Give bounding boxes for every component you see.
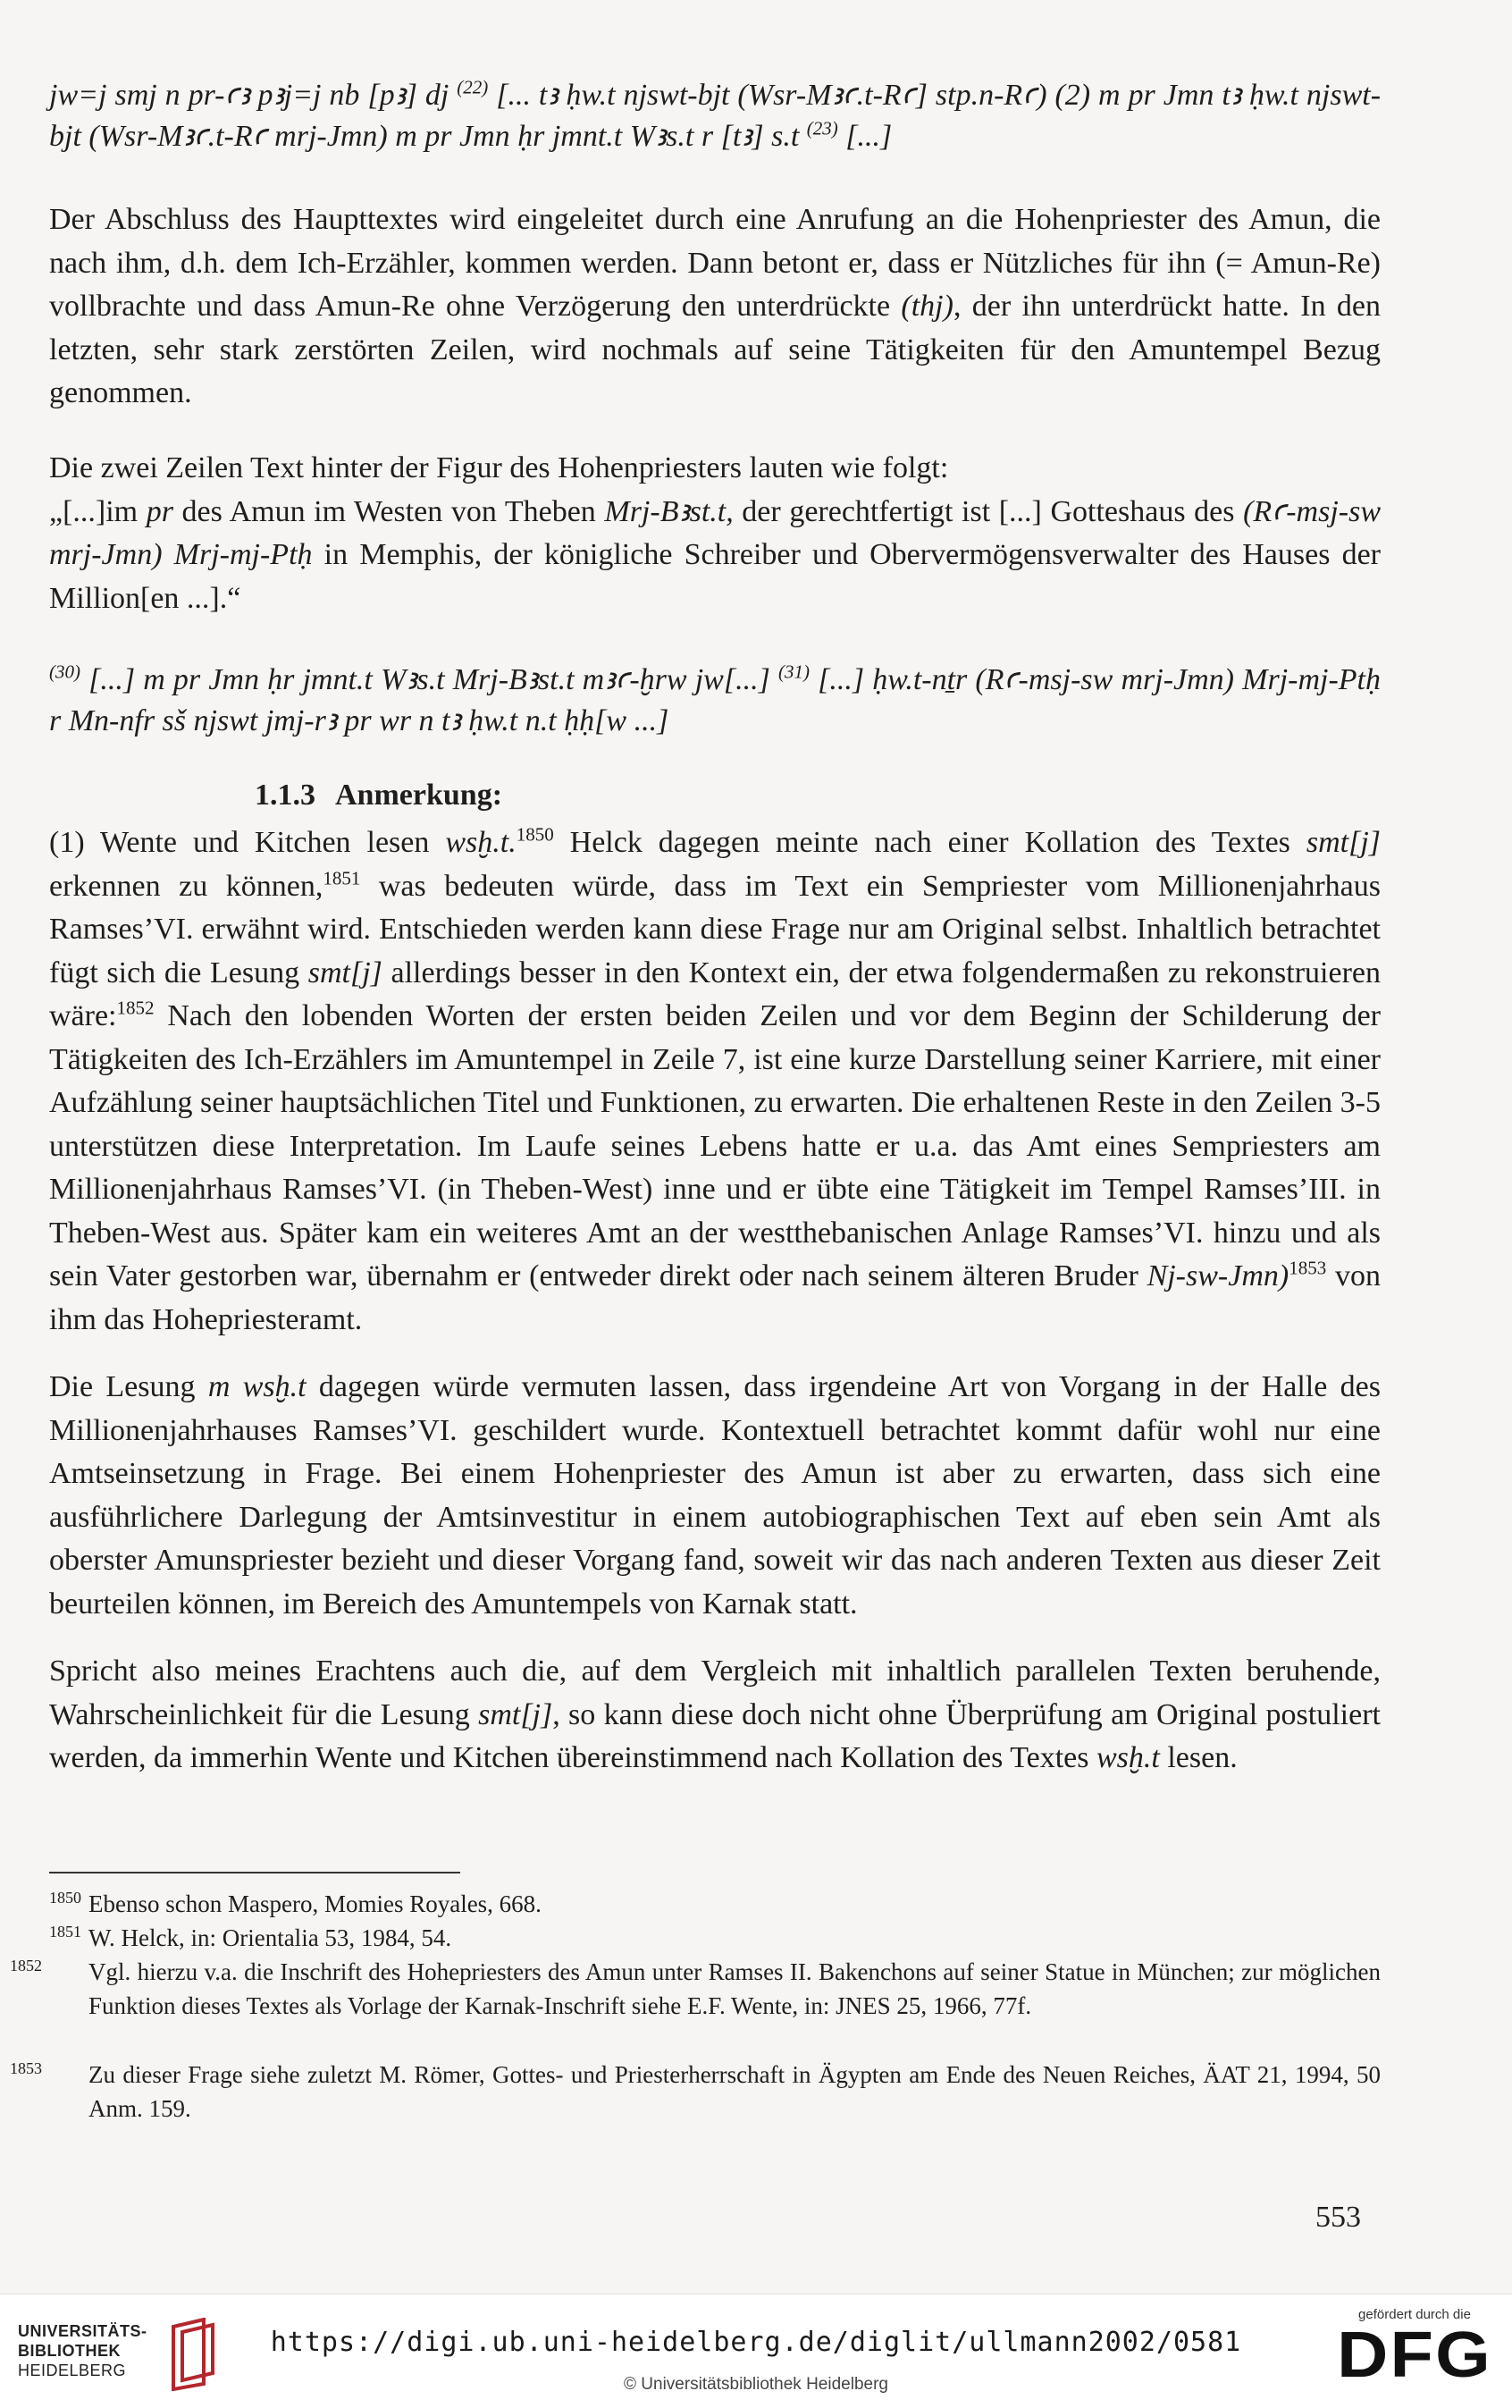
section-title: Anmerkung: — [335, 779, 503, 812]
paragraph-1-text — [49, 198, 1381, 416]
footnote-text: Vgl. hierzu v.a. die Inschrift des Hohepriesters des Amun unter Ramses II. Bakenchons auf seiner Statue in München; zur möglichen Funktion dieses Textes als Vorlage der Karnak-Inschrift siehe E.F. Wente, in: JNES 25, 1966, 77f. — [88, 1958, 1381, 2019]
page-number: 553 — [1315, 2201, 1361, 2234]
line-marker-22: (22) — [457, 76, 489, 98]
paragraph-1-italic: (thj) — [901, 290, 953, 323]
footnote-ref-1851[interactable]: 1851 — [323, 867, 361, 889]
transliteration-2-text — [49, 660, 1381, 742]
dfg-logo-text: DFG — [1337, 2320, 1492, 2391]
paragraph-4-italic: m wsḫ.t — [207, 1370, 307, 1403]
paragraph-4-text — [49, 1366, 1381, 1626]
dfg-caption: gefördert durch die — [1358, 2307, 1471, 2322]
quote-part-3: der gerechtfertigt ist [...] Gotteshaus des — [733, 494, 1244, 528]
quote-italic-cartouche: (Rꜥ-msj-sw mrj-Jmn) Mrj-mj-Ptḥ — [49, 494, 1381, 571]
translit-line-1b: [... tꜣ ḥw.t njswt-bjt (Wsr-Mꜣꜥ.t-Rꜥ] stp.n-Rꜥ) (2) m pr Jmn — [496, 79, 1214, 112]
paragraph-2 — [49, 447, 1381, 620]
transliteration-block-top — [49, 75, 1381, 157]
translit-line-2: tꜣ ḥw.t njswt-bjt (Wsr-Mꜣꜥ.t-Rꜥ mrj-Jmn) m pr Jmn ḥr jmnt.t Wꜣs.t r [tꜣ] s.t — [49, 79, 1382, 153]
translit-line-2b: [...] — [845, 120, 893, 153]
footnote-1852: 1852 Vgl. hierzu v.a. die Inschrift des Hohepriesters des Amun unter Ramses II. Bakenchons auf seiner Statue in München; zur möglichen Funktion dieses Textes als Vorlage der Karnak-Inschrift siehe E.F. Wente, in: JNES 25, 1966, 77f. — [10, 1957, 1381, 2019]
quote-part-2: des Amun im Westen von Theben — [172, 494, 605, 528]
permalink-url[interactable]: https://digi.ub.uni-heidelberg.de/diglit/ullmann2002/0581 — [270, 2327, 1242, 2358]
line-marker-23: (23) — [806, 117, 838, 139]
footnote-text: Zu dieser Frage siehe zuletzt M. Römer, Gottes- und Priesterherrschaft in Ägypten am Ende des Neuen Reiches, ÄAT 21, 1994, 50 Anm. 159. — [88, 2061, 1381, 2122]
footnote-ref-1852[interactable]: 1852 — [116, 997, 155, 1019]
transliteration-lines — [49, 75, 1381, 157]
note-italic-1: wsḫ.t. — [445, 826, 517, 859]
footnote-ref-1853[interactable]: 1853 — [1289, 1257, 1327, 1279]
paragraph-1-body: Der Abschluss des Haupttextes wird eingeleitet durch eine Anrufung an die Hohenpriester des Amun, die nach ihm, d.h. dem Ich-Erzähler, kommen werden. Dann betont er, dass er Nützliches für ihn (= Amun-Re) vollbrachte und dass Amun-Re ohne Verzögerung den unterdrückte — [49, 203, 1381, 323]
paragraph-2-intro: Die zwei Zeilen Text hinter der Figur des Hohenpriesters lauten wie folgt: — [49, 451, 949, 484]
footnote-1851: 1851 W. Helck, in: Orientalia 53, 1984, 54. — [49, 1923, 452, 1951]
paragraph-5-italic-1: smt[j] — [478, 1697, 553, 1731]
note-italic-2: smt[j] — [1306, 826, 1382, 859]
footnote-divider — [49, 1872, 460, 1873]
translit-2-part-a: [...] m pr Jmn ḥr jmnt.t Wꜣs.t Mrj-Bꜣst.t mꜣꜥ-ḫrw jw[...] — [80, 663, 778, 696]
line-marker-31: (31) — [777, 661, 810, 683]
note-text — [49, 821, 1381, 1342]
quote-part-1: „[...]im — [49, 494, 147, 528]
paragraph-5-s2: , so kann diese doch nicht ohne Überprüfung am Original postuliert werden, da immerhin Wente und Kitchen übereinstimmend nach Kollation des Textes — [49, 1697, 1381, 1774]
footnote-1853: 1853 Zu dieser Frage siehe zuletzt M. Römer, Gottes- und Priesterherrschaft in Ägypten am Ende des Neuen Reiches, ÄAT 21, 1994, 50 Anm. 159. — [10, 2059, 1381, 2122]
paragraph-5-italic-2: wsḫ.t — [1096, 1741, 1160, 1774]
library-line-1: UNIVERSITÄTS- — [18, 2322, 147, 2340]
translit-2-part-b: [...] ḥw.t-nṯr (Rꜥ-msj-sw mrj-Jmn) Mrj-mj-Ptḥ r Mn-nfr sš njswt jmj-rꜣ pr wr n tꜣ ḥw.t n.t ḥḥ[w ...] — [49, 663, 1381, 737]
library-line-3: HEIDELBERG — [18, 2362, 127, 2379]
note-s1: (1) Wente und Kitchen lesen — [49, 826, 446, 859]
section-heading — [255, 774, 880, 817]
transliteration-block-2 — [49, 660, 1381, 742]
quote-italic-pr: pr — [146, 494, 173, 528]
section-number: 1.1.3 — [255, 779, 315, 812]
note-s6: Nach den lobenden Worten der ersten beiden Zeilen und vor dem Beginn der Schilderung der Tätigkeiten des Ich-Erzählers im Amuntempel in Zeile 7, ist eine kurze Darstellung seiner Karriere, mit einer Aufzählung seiner hauptsächlichen Titel und Funktionen, zu erwarten. Die erhaltenen Reste in den Zeilen 3-5 unterstützen diese Interpretation. Im Laufe seines Lebens hatte er u.a. das Amt eines Sempriesters am Millionenjahrhaus Ramses’VI. (in Theben-West) inne und er übte eine Tätigkeit im Tempel Ramses’III. in Theben-West aus. Später kam ein weiteres Amt an der westthebanischen Anlage Ramses’VI. hinzu und als sein Vater gestorben war, übernahm er (entweder direkt oder nach seinem älteren Bruder — [49, 999, 1381, 1292]
digitization-footer — [0, 2294, 1512, 2408]
paragraph-2-text — [49, 447, 1381, 620]
note-s3: erkennen zu können, — [49, 869, 323, 903]
paragraph-4-s1: Die Lesung — [49, 1370, 208, 1403]
note-italic-3: smt[j] — [307, 956, 382, 989]
footnote-text: W. Helck, in: Orientalia 53, 1984, 54. — [88, 1924, 452, 1951]
quote-italic-mrj: Mrj-Bꜣst.t, — [604, 494, 734, 528]
footnote-1850: 1850 Ebenso schon Maspero, Momies Royales, 668. — [49, 1889, 542, 1917]
paragraph-5-s3: lesen. — [1159, 1741, 1238, 1774]
paragraph-4-s2: dagegen würde vermuten lassen, dass irgendeine Art von Vorgang in der Halle des Millionenjahrhauses Ramses’VI. geschildert wurde. Kontextuell betrachtet kommt dafür wohl nur eine Amtseinsetzung in Frage. Bei einem Hohenpriester des Amun ist aber zu erwarten, dass sich eine ausführlichere Darlegung der Amtsinvestitur in einem autobiographischen Text auf eben sein Amt als oberster Amunspriester bezieht und dieser Vorgang fand, soweit wir das nach anderen Texten aus dieser Zeit beurteilen können, im Bereich des Amuntempels von Karnak statt. — [49, 1370, 1381, 1621]
note-paragraph — [49, 821, 1381, 1342]
translit-line-1: jw=j smj n pr-ꜥꜣ pꜣj=j nb [pꜣ] dj — [49, 79, 449, 112]
note-italic-4: Nj-sw-Jmn) — [1147, 1259, 1289, 1292]
paragraph-5-s1: Spricht also meines Erachtens auch die, auf dem Vergleich mit inhaltlich parallelen Texten beruhende, Wahrscheinlichkeit für die Lesung — [49, 1654, 1381, 1731]
footnote-text: Ebenso schon Maspero, Momies Royales, 668. — [88, 1890, 542, 1917]
paragraph-1-end: , der ihn unterdrückt hatte. In den letzten, sehr stark zerstörten Zeilen, wird nochmals auf seine Tätigkeiten für den Amuntempel Bezug genommen. — [49, 290, 1381, 409]
line-marker-30: (30) — [49, 661, 80, 683]
dfg-funding-logo[interactable] — [1330, 2307, 1499, 2396]
note-s7: von ihm das Hohepriesteramt. — [49, 1259, 1381, 1336]
library-line-2: BIBLIOTHEK — [18, 2342, 121, 2360]
note-s4: was bedeuten würde, dass im Text ein Sempriester vom Millionenjahrhaus Ramses’VI. erwähnt wird. Entschieden werden kann diese Frage nur am Original selbst. Inhaltlich betrachtet fügt sich die Lesung — [49, 869, 1382, 989]
note-s2: Helck dagegen meinte nach einer Kollation des Textes — [553, 826, 1306, 859]
paragraph-1 — [49, 198, 1381, 416]
paragraph-4 — [49, 1366, 1381, 1626]
copyright-notice: © Universitätsbibliothek Heidelberg — [624, 2375, 888, 2394]
paragraph-5 — [49, 1650, 1381, 1781]
footnote-ref-1850[interactable]: 1850 — [516, 823, 554, 846]
quote-part-4: in Memphis, der königliche Schreiber und Obervermögensverwalter des Hauses der Million[en ...].“ — [49, 538, 1381, 615]
paragraph-5-text — [49, 1650, 1381, 1781]
note-s5: allerdings besser in den Kontext ein, der etwa folgendermaßen zu rekonstruieren wäre: — [49, 956, 1382, 1032]
